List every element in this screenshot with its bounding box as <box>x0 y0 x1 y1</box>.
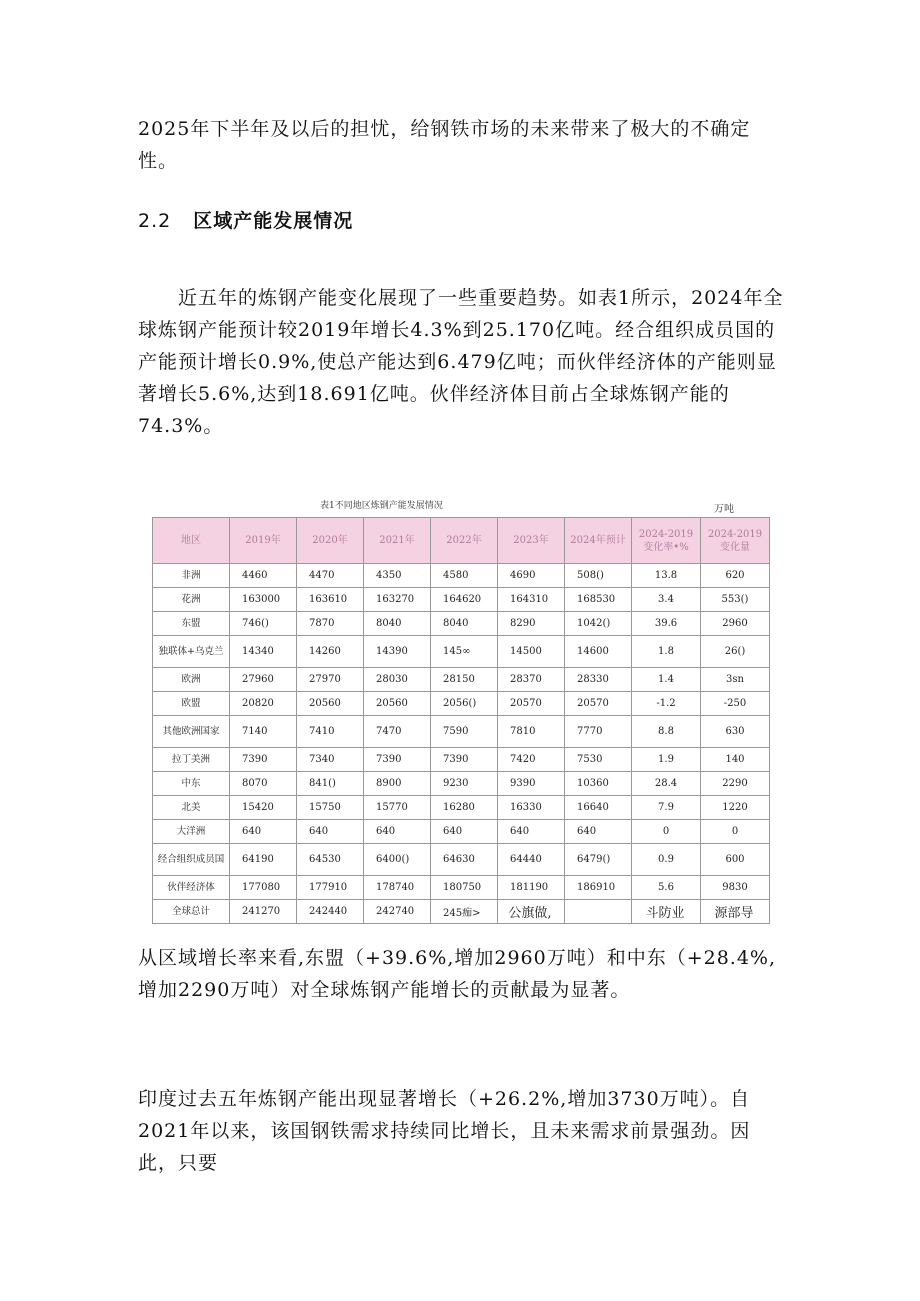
value-cell: 7420 <box>498 748 565 772</box>
value-cell: 242740 <box>364 900 431 924</box>
value-cell: 640 <box>498 820 565 844</box>
header-2021: 2021年 <box>364 518 431 564</box>
value-cell: 1.4 <box>632 668 701 692</box>
value-cell: 7590 <box>431 716 498 748</box>
table-body <box>153 564 770 924</box>
value-cell: 20560 <box>297 692 364 716</box>
value-cell: 64530 <box>297 844 364 876</box>
header-2019: 2019年 <box>230 518 297 564</box>
value-cell: 64440 <box>498 844 565 876</box>
value-cell: 4690 <box>498 564 565 588</box>
value-cell: 8290 <box>498 612 565 636</box>
value-cell: 20560 <box>364 692 431 716</box>
region-cell: 北美 <box>153 796 230 820</box>
value-cell: 14600 <box>565 636 632 668</box>
value-cell: 9390 <box>498 772 565 796</box>
table-caption: 表1不同地区炼钢产能发展情况 <box>320 501 443 511</box>
table-row <box>153 748 770 772</box>
table-row <box>153 716 770 748</box>
header-2020: 2020年 <box>297 518 364 564</box>
value-cell: 14390 <box>364 636 431 668</box>
region-cell: 其他欧洲国家 <box>153 716 230 748</box>
value-cell: 公旗做, <box>498 900 565 924</box>
table-row <box>153 692 770 716</box>
value-cell: 20570 <box>498 692 565 716</box>
value-cell: 7470 <box>364 716 431 748</box>
value-cell: 164310 <box>498 588 565 612</box>
value-cell: 508() <box>565 564 632 588</box>
value-cell: 0.9 <box>632 844 701 876</box>
value-cell: 7810 <box>498 716 565 748</box>
value-cell: 186910 <box>565 876 632 900</box>
value-cell: 620 <box>701 564 770 588</box>
table-row <box>153 876 770 900</box>
value-cell: 2056() <box>431 692 498 716</box>
value-cell: 5.6 <box>632 876 701 900</box>
region-cell: 东盟 <box>153 612 230 636</box>
table-row <box>153 844 770 876</box>
value-cell: 7390 <box>364 748 431 772</box>
value-cell: 28.4 <box>632 772 701 796</box>
paragraph-regional-growth: 从区域增长率来看,东盟（+39.6%,增加2960万吨）和中东（+28.4%,增加2290万吨）对全球炼钢产能增长的贡献最为显著。 <box>138 947 777 1001</box>
value-cell <box>565 900 632 924</box>
value-cell: 640 <box>364 820 431 844</box>
capacity-table <box>152 517 770 924</box>
value-cell: 15420 <box>230 796 297 820</box>
region-cell: 花洲 <box>153 588 230 612</box>
value-cell: 164620 <box>431 588 498 612</box>
table-header-row <box>153 518 770 564</box>
value-cell: 163610 <box>297 588 364 612</box>
value-cell: 14500 <box>498 636 565 668</box>
value-cell: 39.6 <box>632 612 701 636</box>
value-cell: 27970 <box>297 668 364 692</box>
region-cell: 中东 <box>153 772 230 796</box>
section-heading <box>138 205 353 237</box>
value-cell: 1220 <box>701 796 770 820</box>
paragraph-capacity-trends: 近五年的炼钢产能变化展现了一些重要趋势。如表1所示，2024年全球炼钢产能预计较2019年增长4.3%到25.170亿吨。经合组织成员国的产能预计增长0.9%,使总产能达到6.479亿吨；而伙伴经济体的产能则显著增长5.6%,达到18.691亿吨。伙伴经济体目前占全球炼钢产能的74.3%。 <box>138 287 784 437</box>
value-cell: -250 <box>701 692 770 716</box>
value-cell: 241270 <box>230 900 297 924</box>
value-cell: 600 <box>701 844 770 876</box>
paragraph-india: 印度过去五年炼钢产能出现显著增长（+26.2%,增加3730万吨）。自2021年以来，该国钢铁需求持续同比增长，且未来需求前景强劲。因此，只要 <box>138 1088 751 1174</box>
section-title: 区域产能发展情况 <box>193 210 354 232</box>
header-change-amount: 2024-2019变化量 <box>701 518 770 564</box>
region-cell: 欧盟 <box>153 692 230 716</box>
value-cell: 242440 <box>297 900 364 924</box>
value-cell: 7390 <box>431 748 498 772</box>
value-cell: 7.9 <box>632 796 701 820</box>
value-cell: 3.4 <box>632 588 701 612</box>
value-cell: 553() <box>701 588 770 612</box>
table-row <box>153 588 770 612</box>
region-cell: 伙伴经济体 <box>153 876 230 900</box>
value-cell: 4580 <box>431 564 498 588</box>
value-cell: 7410 <box>297 716 364 748</box>
value-cell: 177080 <box>230 876 297 900</box>
value-cell: 0 <box>701 820 770 844</box>
value-cell: 168530 <box>565 588 632 612</box>
value-cell: 640 <box>297 820 364 844</box>
value-cell: 640 <box>565 820 632 844</box>
section-number: 2.2 <box>138 210 172 232</box>
value-cell: 180750 <box>431 876 498 900</box>
value-cell: 64630 <box>431 844 498 876</box>
value-cell: 7340 <box>297 748 364 772</box>
value-cell: 28030 <box>364 668 431 692</box>
value-cell: 1.9 <box>632 748 701 772</box>
value-cell: 630 <box>701 716 770 748</box>
value-cell: 6479() <box>565 844 632 876</box>
value-cell: 8900 <box>364 772 431 796</box>
value-cell: 28150 <box>431 668 498 692</box>
table-row <box>153 668 770 692</box>
value-cell: 145∞ <box>431 636 498 668</box>
value-cell: 4470 <box>297 564 364 588</box>
value-cell: 斗防业 <box>632 900 701 924</box>
value-cell: 1042() <box>565 612 632 636</box>
value-cell: 7140 <box>230 716 297 748</box>
value-cell: 181190 <box>498 876 565 900</box>
value-cell: 27960 <box>230 668 297 692</box>
table-row <box>153 820 770 844</box>
value-cell: 140 <box>701 748 770 772</box>
value-cell: 28330 <box>565 668 632 692</box>
value-cell: 1.8 <box>632 636 701 668</box>
value-cell: 14340 <box>230 636 297 668</box>
table-unit: 万吨 <box>714 504 734 515</box>
value-cell: 163000 <box>230 588 297 612</box>
value-cell: 746() <box>230 612 297 636</box>
region-cell: 全球总计 <box>153 900 230 924</box>
value-cell: 163270 <box>364 588 431 612</box>
value-cell: 9830 <box>701 876 770 900</box>
value-cell: 2960 <box>701 612 770 636</box>
table-row <box>153 772 770 796</box>
paragraph-intro-continuation: 2025年下半年及以后的担忧，给钢铁市场的未来带来了极大的不确定性。 <box>138 118 751 172</box>
value-cell: 14260 <box>297 636 364 668</box>
value-cell: 28370 <box>498 668 565 692</box>
value-cell: -1.2 <box>632 692 701 716</box>
value-cell: 7530 <box>565 748 632 772</box>
header-2022: 2022年 <box>431 518 498 564</box>
region-cell: 独联体+乌克兰 <box>153 636 230 668</box>
value-cell: 2290 <box>701 772 770 796</box>
header-2023: 2023年 <box>498 518 565 564</box>
region-cell: 拉丁美洲 <box>153 748 230 772</box>
value-cell: 8040 <box>364 612 431 636</box>
value-cell: 245痂> <box>431 900 498 924</box>
value-cell: 13.8 <box>632 564 701 588</box>
value-cell: 16280 <box>431 796 498 820</box>
value-cell: 7870 <box>297 612 364 636</box>
value-cell: 8.8 <box>632 716 701 748</box>
header-change-rate: 2024-2019变化率•% <box>632 518 701 564</box>
value-cell: 177910 <box>297 876 364 900</box>
value-cell: 640 <box>230 820 297 844</box>
value-cell: 8070 <box>230 772 297 796</box>
value-cell: 26() <box>701 636 770 668</box>
table-row <box>153 900 770 924</box>
value-cell: 64190 <box>230 844 297 876</box>
value-cell: 源部导 <box>701 900 770 924</box>
value-cell: 841() <box>297 772 364 796</box>
value-cell: 4460 <box>230 564 297 588</box>
region-cell: 大洋洲 <box>153 820 230 844</box>
value-cell: 15770 <box>364 796 431 820</box>
value-cell: 178740 <box>364 876 431 900</box>
value-cell: 3sn <box>701 668 770 692</box>
value-cell: 8040 <box>431 612 498 636</box>
value-cell: 20570 <box>565 692 632 716</box>
value-cell: 10360 <box>565 772 632 796</box>
value-cell: 7770 <box>565 716 632 748</box>
value-cell: 16330 <box>498 796 565 820</box>
table-row <box>153 612 770 636</box>
table-row <box>153 564 770 588</box>
region-cell: 非洲 <box>153 564 230 588</box>
region-cell: 经合组织成员国 <box>153 844 230 876</box>
value-cell: 15750 <box>297 796 364 820</box>
value-cell: 7390 <box>230 748 297 772</box>
region-cell: 欧洲 <box>153 668 230 692</box>
header-2024-forecast: 2024年预计 <box>565 518 632 564</box>
table-row <box>153 796 770 820</box>
value-cell: 16640 <box>565 796 632 820</box>
value-cell: 6400() <box>364 844 431 876</box>
value-cell: 0 <box>632 820 701 844</box>
value-cell: 9230 <box>431 772 498 796</box>
value-cell: 640 <box>431 820 498 844</box>
value-cell: 20820 <box>230 692 297 716</box>
header-region: 地区 <box>153 518 230 564</box>
value-cell: 4350 <box>364 564 431 588</box>
table-row <box>153 636 770 668</box>
